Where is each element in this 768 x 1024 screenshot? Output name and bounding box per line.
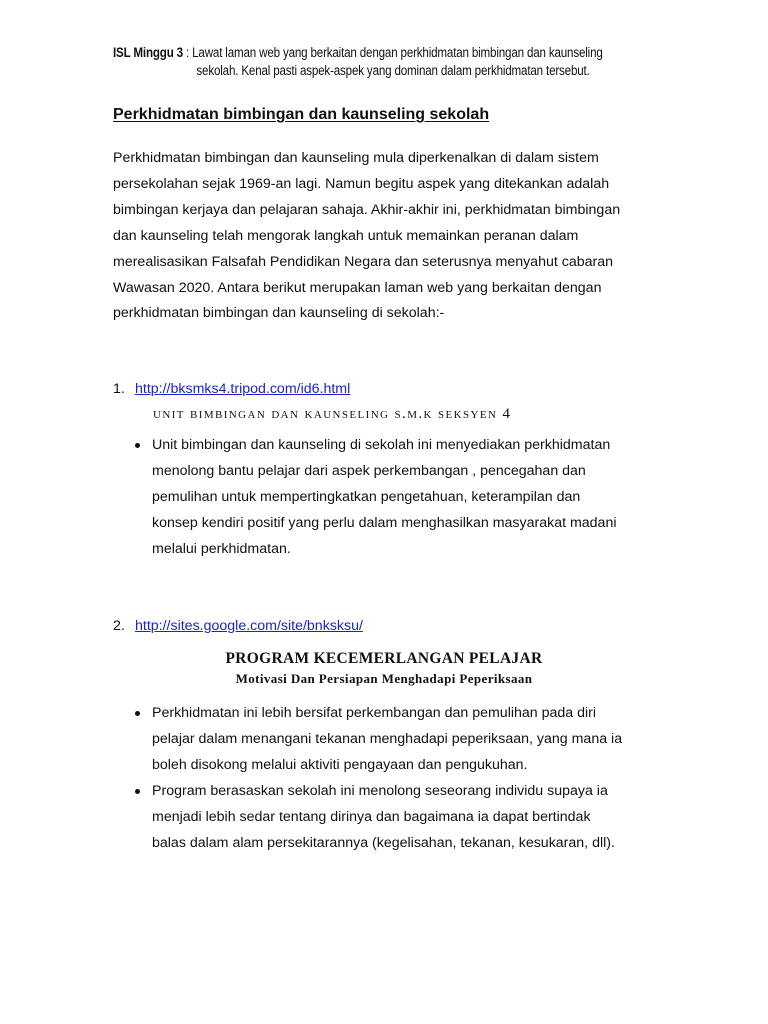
header-line-1	[113, 44, 603, 62]
bullet-line: boleh disokong melalui aktiviti pengayaan dan pengukuhan.	[152, 757, 528, 773]
site-2-heading: PROGRAM KECEMERLANGAN PELAJAR	[225, 650, 543, 667]
intro-line: dan kaunseling telah mengorak langkah untuk memainkan peranan dalam	[113, 227, 579, 244]
site-1-link[interactable]: http://bksmks4.tripod.com/id6.html	[135, 381, 351, 397]
bullet-line: menolong bantu pelajar dari aspek perkembangan , pencegahan dan	[152, 463, 586, 479]
intro-line: merealisasikan Falsafah Pendidikan Negara dan seterusnya menyahut cabaran	[113, 253, 614, 270]
bullet-line: Perkhidmatan ini lebih bersifat perkembangan dan pemulihan pada diri	[152, 705, 597, 721]
header-instruction-1: Lawat laman web yang berkaitan dengan perkhidmatan bimbingan dan kaunseling	[192, 45, 603, 60]
list-item	[132, 700, 662, 778]
bullet-line: pemulihan untuk mempertingkatkan pengetahuan, keterampilan dan	[152, 489, 581, 505]
list-item	[132, 778, 662, 856]
bullet-line: menjadi lebih sedar tentang dirinya dan bagaimana ia dapat bertindak	[152, 809, 591, 825]
site-2-link[interactable]: http://sites.google.com/site/bnksksu/	[135, 618, 363, 634]
site-2-item	[113, 618, 363, 634]
list-item	[132, 432, 662, 562]
site-2-subheading: Motivasi Dan Persiapan Menghadapi Peperiksaan	[235, 671, 533, 686]
intro-line: persekolahan sejak 1969-an lagi. Namun begitu aspek yang ditekankan adalah	[113, 175, 610, 192]
bullet-icon	[135, 789, 140, 794]
header-line-2: sekolah. Kenal pasti aspek-aspek yang dominan dalam perkhidmatan tersebut.	[196, 63, 590, 78]
site-1-item	[113, 381, 350, 397]
site-2-number: 2.	[113, 618, 125, 634]
intro-line: bimbingan kerjaya dan pelajaran sahaja. Akhir-akhir ini, perkhidmatan bimbingan	[113, 201, 621, 218]
intro-line: Perkhidmatan bimbingan dan kaunseling mula diperkenalkan di dalam sistem	[113, 150, 599, 166]
bullet-line: Program berasaskan sekolah ini menolong seseorang individu supaya ia	[152, 783, 608, 799]
site-1-bullet-list	[132, 432, 662, 562]
header-separator: :	[182, 45, 193, 60]
site-2-bullet-list	[132, 700, 662, 856]
bullet-line: melalui perkhidmatan.	[152, 541, 291, 557]
bullet-icon	[135, 443, 140, 448]
bullet-line: pelajar dalam menangani tekanan menghadapi peperiksaan, yang mana ia	[152, 731, 623, 747]
bullet-line: balas dalam alam persekitarannya (kegelisahan, tekanan, kesukaran, dll).	[152, 835, 615, 851]
bullet-line: konsep kendiri positif yang perlu dalam menghasilkan masyarakat madani	[152, 515, 617, 531]
site-1-number: 1.	[113, 381, 125, 397]
page-title: Perkhidmatan bimbingan dan kaunseling sekolah	[113, 106, 490, 123]
site-1-heading: unit bimbingan dan kaunseling s.m.k seksyen 4	[153, 406, 512, 422]
intro-line: perkhidmatan bimbingan dan kaunseling di sekolah:-	[113, 305, 445, 322]
bullet-icon	[135, 711, 140, 716]
assignment-header	[113, 44, 603, 80]
intro-line: Wawasan 2020. Antara berikut merupakan laman web yang berkaitan dengan	[113, 279, 602, 296]
bullet-line: Unit bimbingan dan kaunseling di sekolah ini menyediakan perkhidmatan	[152, 437, 611, 453]
header-tag: ISL Minggu 3	[113, 45, 183, 60]
intro-paragraph	[113, 146, 663, 327]
